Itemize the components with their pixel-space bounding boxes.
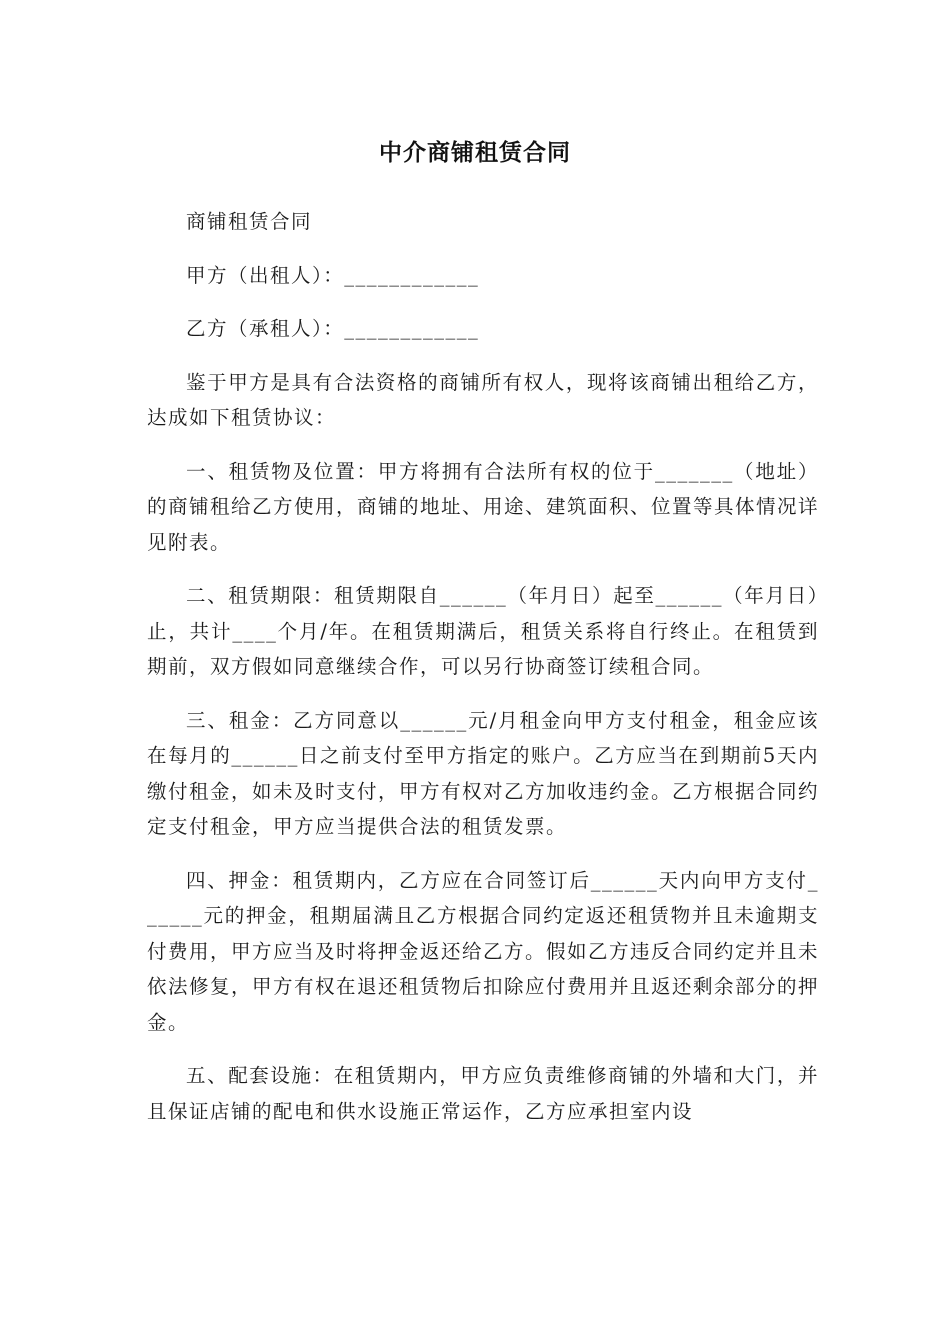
paragraph-clause-3: 三、租金：乙方同意以______元/月租金向甲方支付租金，租金应该在每月的______日之前支付至甲方指定的账户。乙方应当在到期前5天内缴付租金，如未及时支付，甲方有权对乙方加收违约金。乙方根据合同约定支付租金，甲方应当提供合法的租赁发票。 <box>147 708 820 838</box>
paragraph-clause-1: 一、租赁物及位置：甲方将拥有合法所有权的位于_______（地址）的商铺租给乙方使用，商铺的地址、用途、建筑面积、位置等具体情况详见附表。 <box>147 459 820 554</box>
paragraph-party-b: 乙方（承租人）：____________ <box>186 317 480 340</box>
paragraph-preamble: 鉴于甲方是具有合法资格的商铺所有权人，现将该商铺出租给乙方，达成如下租赁协议： <box>147 370 819 429</box>
paragraph-clause-4: 四、押金：租赁期内，乙方应在合同签订后______天内向甲方支付______元的押金，租期届满且乙方根据合同约定返还租赁物并且未逾期支付费用，甲方应当及时将押金返还给乙方。假如乙方违反合同约定并且未依法修复，甲方有权在退还租赁物后扣除应付费用并且返还剩余部分的押金。 <box>147 868 820 1034</box>
paragraph-party-a: 甲方（出租人）：____________ <box>186 263 480 287</box>
paragraph-clause-2: 二、租赁期限：租赁期限自______（年月日）起至______（年月日）止，共计____个月/年。在租赁期满后，租赁关系将自行终止。在租赁到期前，双方假如同意继续合作，可以另行协商签订续租合同。 <box>147 584 819 678</box>
document-title: 中介商铺租赁合同 <box>379 140 571 166</box>
document-body <box>147 204 819 1147</box>
paragraph-clause-5: 五、配套设施：在租赁期内，甲方应负责维修商铺的外墙和大门，并且保证店铺的配电和供水设施正常运作，乙方应承担室内设 <box>147 1064 819 1123</box>
paragraph-heading: 商铺租赁合同 <box>186 210 313 233</box>
